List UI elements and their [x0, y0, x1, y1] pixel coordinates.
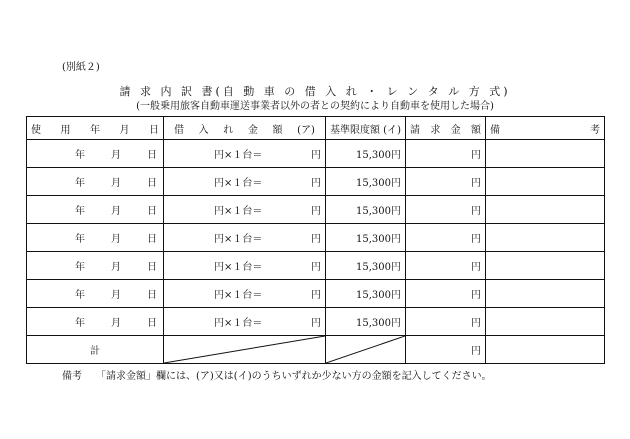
total-remarks-cell	[486, 336, 605, 364]
header-claim-amount-char: 求	[430, 124, 441, 136]
claim-amount-cell[interactable]: 円	[406, 168, 486, 196]
header-borrow-amount-char: 借	[174, 124, 184, 136]
unit-price-text: 円×１台＝	[214, 318, 263, 329]
header-remarks	[486, 117, 605, 140]
header-borrow-amount-char: 入	[198, 124, 209, 136]
document-subtitle: (一般乗用旅客自動車運送事業者以外の者との契約により自動車を使用した場合)	[136, 101, 494, 112]
note-label: 備考	[62, 371, 82, 382]
year-label: 年	[75, 234, 85, 245]
borrow-amount-cell[interactable]	[164, 168, 326, 196]
total-limit-cell-crossed	[326, 336, 406, 364]
header-remarks-char: 考	[590, 124, 600, 136]
yen-label: 円	[311, 318, 321, 329]
yen-label: 円	[311, 206, 321, 217]
claim-amount-cell[interactable]: 円	[406, 140, 486, 168]
diagonal-line	[164, 336, 325, 363]
month-label: 月	[111, 150, 121, 161]
table-row	[27, 224, 605, 252]
header-borrow-amount-char: (ア)	[297, 124, 315, 136]
month-label: 月	[111, 206, 121, 217]
day-label: 日	[147, 178, 157, 189]
header-use-date-char: 用	[60, 124, 71, 136]
table-row	[27, 140, 605, 168]
header-standard-limit: 基準限度額 (イ)	[326, 117, 406, 140]
remarks-cell[interactable]	[486, 280, 605, 308]
date-cell[interactable]	[27, 168, 164, 196]
total-claim-yen: 円	[406, 336, 486, 364]
month-label: 月	[111, 262, 121, 273]
date-cell[interactable]	[27, 196, 164, 224]
header-remarks-char: 備	[490, 124, 500, 136]
standard-limit-value: 15,300円	[326, 252, 406, 280]
day-label: 日	[147, 290, 157, 301]
yen-label: 円	[311, 290, 321, 301]
day-label: 日	[147, 262, 157, 273]
header-claim-amount	[406, 117, 486, 140]
day-label: 日	[147, 150, 157, 161]
borrow-amount-cell[interactable]	[164, 140, 326, 168]
table-row	[27, 252, 605, 280]
remarks-cell[interactable]	[486, 308, 605, 336]
claim-amount-cell[interactable]: 円	[406, 252, 486, 280]
yen-label: 円	[311, 150, 321, 161]
header-row	[27, 117, 605, 140]
unit-price-text: 円×１台＝	[214, 262, 263, 273]
borrow-amount-cell[interactable]	[164, 196, 326, 224]
remarks-note	[62, 367, 492, 382]
standard-limit-value: 15,300円	[326, 168, 406, 196]
remarks-cell[interactable]	[486, 252, 605, 280]
table-row	[27, 280, 605, 308]
borrow-amount-cell[interactable]	[164, 224, 326, 252]
header-use-date	[27, 117, 164, 140]
month-label: 月	[111, 318, 121, 329]
standard-limit-value: 15,300円	[326, 224, 406, 252]
standard-limit-value: 15,300円	[326, 196, 406, 224]
diagonal-line	[326, 336, 405, 363]
claim-breakdown-table	[26, 116, 605, 364]
borrow-amount-cell[interactable]	[164, 280, 326, 308]
remarks-cell[interactable]	[486, 224, 605, 252]
document-title: 請 求 内 訳 書(自 動 車 の 借 入 れ ・ レ ン タ ル 方 式)	[119, 85, 511, 98]
header-use-date-char: 月	[119, 124, 130, 136]
year-label: 年	[75, 178, 85, 189]
header-borrow-amount-char: れ	[223, 124, 234, 136]
claim-amount-cell[interactable]: 円	[406, 224, 486, 252]
month-label: 月	[111, 178, 121, 189]
remarks-cell[interactable]	[486, 140, 605, 168]
unit-price-text: 円×１台＝	[214, 206, 263, 217]
standard-limit-value: 15,300円	[326, 280, 406, 308]
unit-price-text: 円×１台＝	[214, 234, 263, 245]
year-label: 年	[75, 318, 85, 329]
header-use-date-char: 使	[31, 124, 41, 136]
header-claim-amount-char: 金	[450, 124, 461, 136]
day-label: 日	[147, 318, 157, 329]
total-row	[27, 336, 605, 364]
claim-amount-cell[interactable]: 円	[406, 196, 486, 224]
unit-price-text: 円×１台＝	[214, 290, 263, 301]
header-use-date-char: 年	[90, 124, 100, 136]
table-row	[27, 308, 605, 336]
year-label: 年	[75, 150, 85, 161]
borrow-amount-cell[interactable]	[164, 308, 326, 336]
standard-limit-value: 15,300円	[326, 308, 406, 336]
yen-label: 円	[311, 262, 321, 273]
date-cell[interactable]	[27, 224, 164, 252]
header-claim-amount-char: 請	[410, 124, 420, 136]
claim-amount-cell[interactable]: 円	[406, 308, 486, 336]
standard-limit-value: 15,300円	[326, 140, 406, 168]
claim-amount-cell[interactable]: 円	[406, 280, 486, 308]
year-label: 年	[75, 206, 85, 217]
remarks-cell[interactable]	[486, 196, 605, 224]
header-borrow-amount-char: 額	[272, 124, 283, 136]
day-label: 日	[147, 234, 157, 245]
year-label: 年	[75, 290, 85, 301]
remarks-cell[interactable]	[486, 168, 605, 196]
date-cell[interactable]	[27, 140, 164, 168]
total-label: 計	[27, 336, 164, 364]
yen-label: 円	[311, 234, 321, 245]
total-borrow-cell-crossed	[164, 336, 326, 364]
unit-price-text: 円×１台＝	[214, 150, 263, 161]
attachment-label: (別紙２)	[62, 62, 100, 73]
yen-label: 円	[311, 178, 321, 189]
header-borrow-amount-char: 金	[247, 124, 258, 136]
month-label: 月	[111, 234, 121, 245]
table-row	[27, 168, 605, 196]
table-row	[27, 196, 605, 224]
date-cell[interactable]	[27, 252, 164, 280]
day-label: 日	[147, 206, 157, 217]
header-claim-amount-char: 額	[470, 124, 481, 136]
borrow-amount-cell[interactable]	[164, 252, 326, 280]
date-cell[interactable]	[27, 280, 164, 308]
note-text: 「請求金額」欄には、(ア)又は(イ)のうちいずれか少ない方の金額を記入してください。	[96, 371, 492, 382]
date-cell[interactable]	[27, 308, 164, 336]
year-label: 年	[75, 262, 85, 273]
unit-price-text: 円×１台＝	[214, 178, 263, 189]
header-use-date-char: 日	[149, 124, 159, 136]
month-label: 月	[111, 290, 121, 301]
header-borrow-amount	[164, 117, 326, 140]
